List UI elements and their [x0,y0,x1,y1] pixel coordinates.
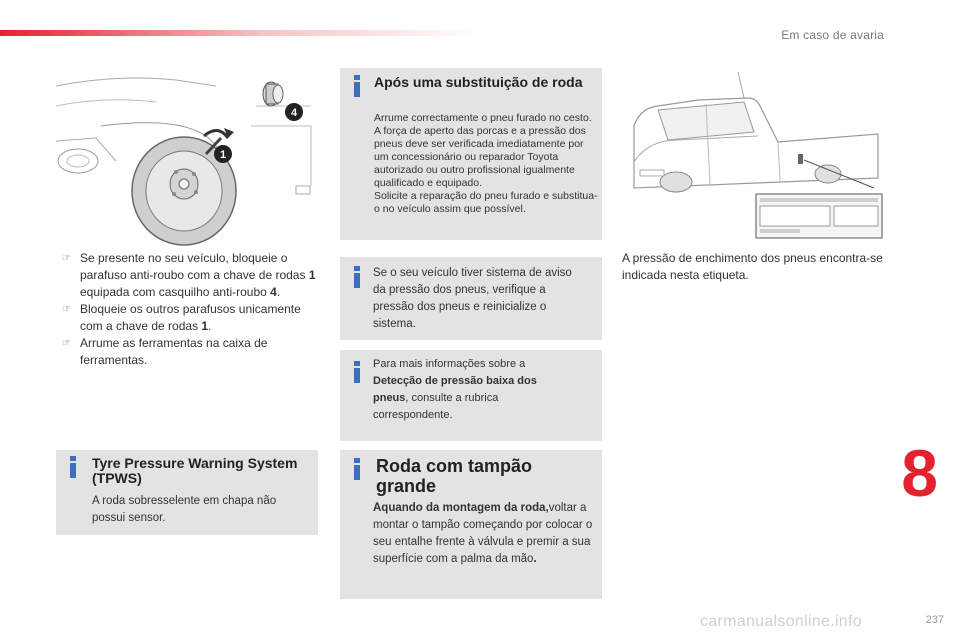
pressure-system-text: Se o seu veículo tiver sistema de aviso da pressão dos pneus, verifique a pressão dos pneus e reinicialize o sistema. [373,267,572,330]
tpws-text: A roda sobresselente em chapa não possui sensor. [92,495,277,524]
list-item: ☞ Se presente no seu veículo, bloqueie o parafuso anti-roubo com a chave de rodas 1 equipada com casquilho anti-roubo 4. [62,251,316,299]
chapter-number: 8 [901,436,938,510]
finger-icon: ☞ [62,304,71,315]
tpws-title: Tyre Pressure Warning System (TPWS) [92,455,298,486]
page-number: 237 [925,614,944,626]
info-icon [70,456,76,478]
list-item: ☞ Bloqueie os outros parafusos unicamente com a chave de rodas 1. [62,302,301,333]
info-icon [354,458,360,480]
tpws-panel [56,450,318,535]
info-icon [354,361,360,383]
info-icon [354,75,360,97]
wheel-bolt-illustration [56,66,318,246]
hubcap-panel [340,450,602,599]
steps-list [62,250,322,369]
van-illustration [628,70,886,242]
after-change-panel [340,68,602,240]
low-pressure-reference: Detecção de pressão baixa dos pneus [373,375,537,404]
info-icon [354,266,360,288]
section-title: Em caso de avaria [781,28,884,42]
finger-icon: ☞ [62,338,71,349]
more-info-panel [340,350,602,441]
hubcap-text: Aquando da montagem da roda,voltar a montar o tampão começando por colocar o seu entalhe frente à válvula e premir a sua superfície com a palma da mão. [373,502,593,565]
finger-icon: ☞ [62,253,71,264]
list-item: ☞ Arrume as ferramentas na caixa de ferramentas. [62,336,268,367]
callout-4: 4 [290,107,298,119]
after-change-title: Após uma substituição de roda [374,74,583,90]
more-info-text: Para mais informações sobre a Detecção de pressão baixa dos pneus, consulte a rubrica correspondente. [373,358,537,421]
after-change-text: Arrume correctamente o pneu furado no cesto. A força de aperto das porcas e a pressão dos pneus deve ser verificada imediatamente por um concessionário ou reparador Toyota autorizado ou outro profissional igualmente qualificado e equipado. Solicite a reparação do pneu furado e substitua-o no veículo assim que possível. [374,112,598,215]
pressure-system-panel [340,257,602,340]
hubcap-title: Roda com tampão grande [376,456,533,496]
callout-1: 1 [219,149,227,161]
van-caption: A pressão de enchimento dos pneus encontra-se indicada nesta etiqueta. [622,251,883,282]
header-accent-bar [0,30,480,36]
watermark: carmanualsonline.info [700,613,862,630]
